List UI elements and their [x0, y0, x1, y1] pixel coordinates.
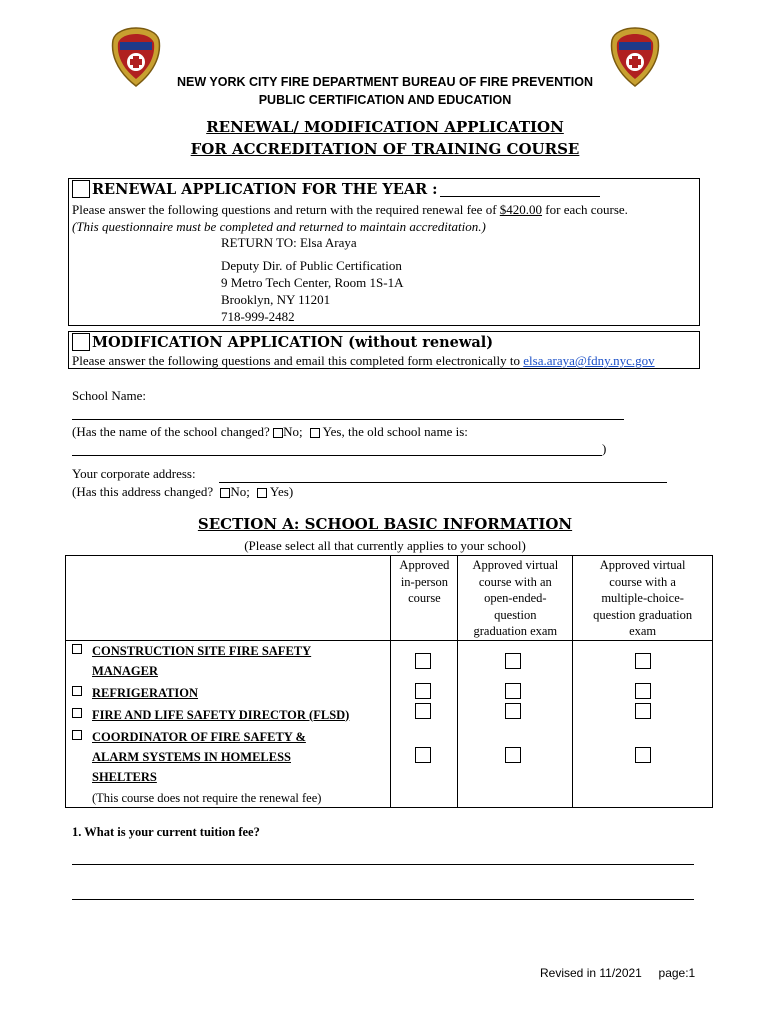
- course-table: [65, 555, 713, 808]
- school-name-field[interactable]: [72, 419, 624, 420]
- open-ended-checkbox[interactable]: [505, 703, 521, 719]
- corporate-address-label: Your corporate address:: [72, 466, 196, 481]
- in-person-checkbox[interactable]: [415, 747, 431, 763]
- open-ended-checkbox[interactable]: [505, 683, 521, 699]
- table-corner: [66, 556, 391, 641]
- renewal-year-field[interactable]: [440, 182, 600, 197]
- address-line: Deputy Dir. of Public Certification: [221, 258, 402, 273]
- course-checkbox[interactable]: [72, 686, 82, 696]
- tuition-answer-field[interactable]: [72, 864, 694, 865]
- address-line: 9 Metro Tech Center, Room 1S-1A: [221, 275, 404, 290]
- in-person-checkbox[interactable]: [415, 653, 431, 669]
- address-line: Brooklyn, NY 11201: [221, 292, 331, 307]
- address-changed-question: (Has this address changed? No; Yes): [72, 484, 294, 499]
- renewal-fee: $420.00: [499, 202, 543, 217]
- column-header-virtual-open-ended: Approved virtual course with an open-ended- question graduation exam: [458, 556, 573, 641]
- column-header-virtual-multiple-choice: Approved virtual course with a multiple-choice- question graduation exam: [573, 556, 713, 641]
- name-changed-no-checkbox[interactable]: [273, 428, 283, 438]
- renewal-instruction: Please answer the following questions and return with the required renewal fee of $420.00 for each course.: [72, 202, 628, 217]
- section-a-subtitle: (Please select all that currently applies to your school): [244, 538, 526, 553]
- email-link[interactable]: elsa.araya@fdny.nyc.gov: [523, 353, 655, 368]
- bureau-subtitle: PUBLIC CERTIFICATION AND EDUCATION: [258, 93, 512, 107]
- close-paren: ): [602, 441, 607, 456]
- course-list: [66, 640, 391, 807]
- course-row: CONSTRUCTION SITE FIRE SAFETY MANAGER: [72, 641, 390, 681]
- renewal-heading: RENEWAL APPLICATION FOR THE YEAR :: [72, 180, 600, 198]
- revision-date: Revised in 11/2021: [540, 966, 642, 980]
- column-header-in-person: Approved in-person course: [391, 556, 458, 641]
- in-person-checkbox[interactable]: [415, 683, 431, 699]
- corporate-address-field[interactable]: [219, 482, 667, 483]
- school-name-label: School Name:: [72, 388, 147, 403]
- address-changed-no-checkbox[interactable]: [220, 488, 230, 498]
- question-1: 1. What is your current tuition fee?: [72, 825, 260, 839]
- phone-number: 718-999-2482: [221, 309, 295, 324]
- multiple-choice-checkbox[interactable]: [635, 683, 651, 699]
- course-row: REFRIGERATION: [72, 683, 390, 703]
- renewal-section: [68, 178, 700, 326]
- multiple-choice-checkbox[interactable]: [635, 747, 651, 763]
- renewal-checkbox[interactable]: [72, 180, 90, 198]
- modification-section: [68, 331, 700, 369]
- shelter-fee-note: (This course does not require the renewal fee): [92, 790, 322, 805]
- course-row: COORDINATOR OF FIRE SAFETY & ALARM SYSTEMS IN HOMELESS SHELTERS: [72, 727, 390, 787]
- multiple-choice-checkbox[interactable]: [635, 703, 651, 719]
- department-title: NEW YORK CITY FIRE DEPARTMENT BUREAU OF FIRE PREVENTION: [177, 75, 593, 89]
- course-row: FIRE AND LIFE SAFETY DIRECTOR (FLSD): [72, 705, 390, 725]
- page-number: page:1: [658, 966, 696, 980]
- form-title: RENEWAL/ MODIFICATION APPLICATION: [206, 118, 564, 136]
- open-ended-column: [458, 640, 573, 807]
- name-changed-yes-checkbox[interactable]: [310, 428, 320, 438]
- course-checkbox[interactable]: [72, 708, 82, 718]
- course-checkbox[interactable]: [72, 730, 82, 740]
- address-changed-yes-checkbox[interactable]: [257, 488, 267, 498]
- open-ended-checkbox[interactable]: [505, 653, 521, 669]
- old-school-name-field[interactable]: [72, 455, 602, 456]
- multiple-choice-checkbox[interactable]: [635, 653, 651, 669]
- multiple-choice-column: [573, 640, 713, 807]
- section-a-title: SECTION A: SCHOOL BASIC INFORMATION: [197, 515, 573, 533]
- course-checkbox[interactable]: [72, 644, 82, 654]
- modification-checkbox[interactable]: [72, 333, 90, 351]
- return-to: RETURN TO: Elsa Araya: [221, 235, 357, 250]
- renewal-note: (This questionnaire must be completed and returned to maintain accreditation.): [72, 219, 486, 234]
- page-footer: [540, 966, 695, 980]
- modification-heading: MODIFICATION APPLICATION (without renewal): [72, 333, 493, 351]
- modification-instruction: Please answer the following questions and email this completed form electronically to elsa.araya@fdny.nyc.gov: [72, 353, 655, 368]
- name-changed-question: (Has the name of the school changed? No; Yes, the old school name is:: [72, 424, 468, 439]
- in-person-column: [391, 640, 458, 807]
- in-person-checkbox[interactable]: [415, 703, 431, 719]
- open-ended-checkbox[interactable]: [505, 747, 521, 763]
- tuition-answer-field[interactable]: [72, 899, 694, 900]
- form-subtitle: FOR ACCREDITATION OF TRAINING COURSE: [190, 140, 580, 158]
